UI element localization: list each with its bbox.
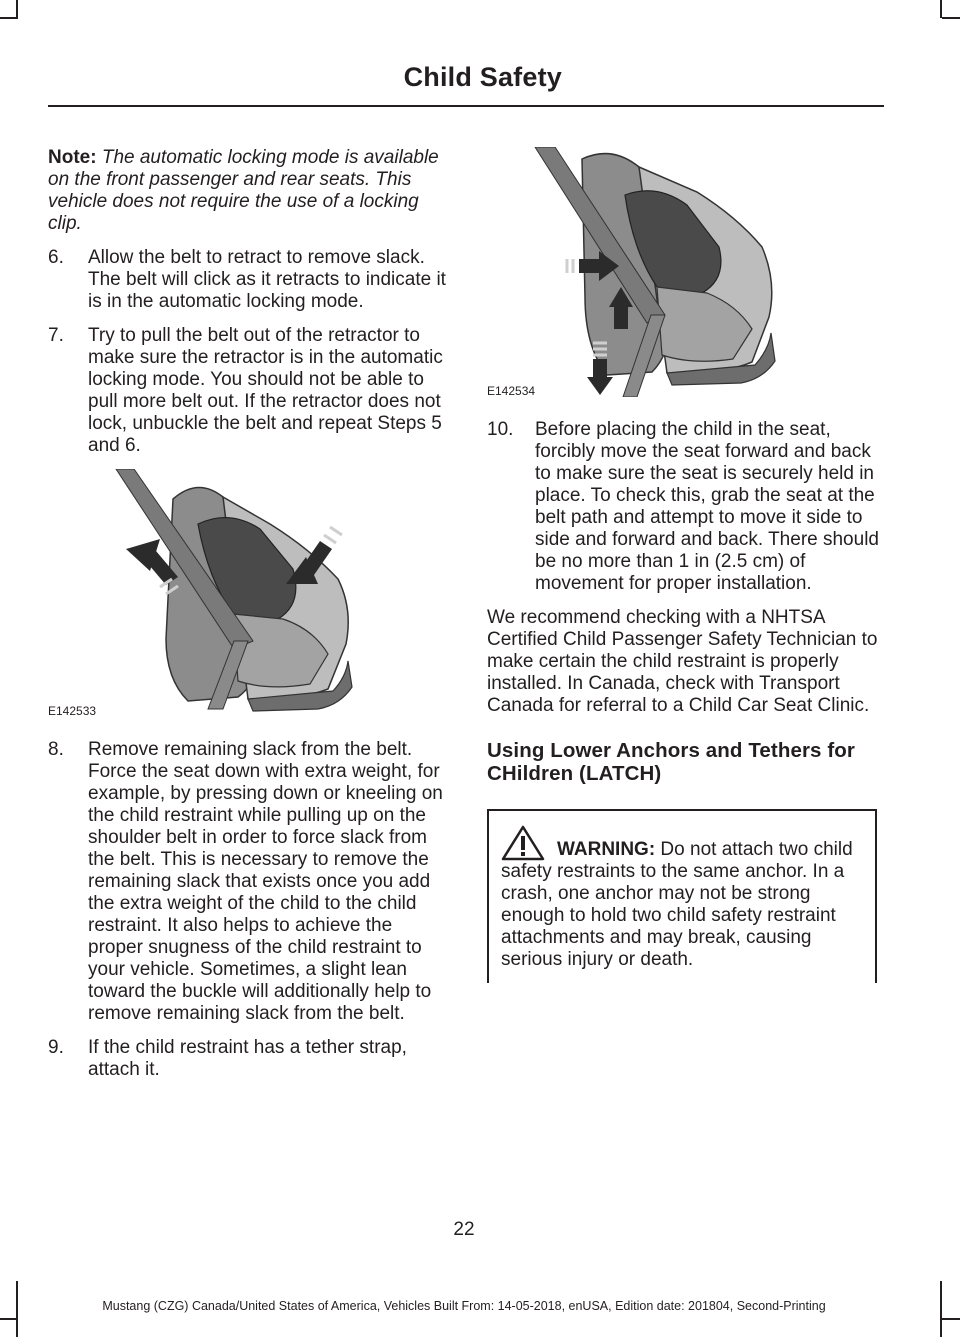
step-text: Try to pull the belt out of the retractor to make sure the retractor is in the automatic locking mode. You should not be able to pull more belt out. If the retractor does not lock, unbuckle the belt and repeat Steps 5 and 6.: [88, 325, 443, 456]
step-text: Remove remaining slack from the belt. Force the seat down with extra weight, for example, by pressing down or kneeling on the child restraint while pulling up on the shoulder belt in order to force slack from the belt. This is necessary to remove the remaining slack that exists once you add the extra weight of the child to the child restraint. It also helps to achieve the proper snugness of the child restraint to your vehicle. Sometimes, a slight lean toward the buckle will additionally help to remove remaining slack from the belt.: [88, 739, 443, 1024]
header-rule: [48, 105, 884, 107]
section-heading-latch: Using Lower Anchors and Tethers for CHildren (LATCH): [487, 739, 855, 785]
step-number: 6.: [48, 247, 64, 268]
warning-text-block: [501, 839, 863, 971]
step-number: 10.: [487, 419, 514, 440]
step-text: Before placing the child in the seat, forcibly move the seat forward and back to make sure the seat is securely held in place. To check this, grab the seat at the belt path and attempt to move it side to side and forward and back. There should be no more than 1 in (2.5 cm) of movement for proper installation.: [535, 419, 879, 594]
figure-code: E142533: [48, 704, 97, 718]
warning-triangle-icon: [501, 825, 545, 861]
step-6: [48, 247, 450, 313]
crop-mark-bottom-right-horizontal: [942, 1318, 960, 1320]
step-7: [48, 325, 450, 457]
warning-text: Do not attach two child safety restraints to the same anchor. In a crash, one anchor may not be strong enough to hold two child safety restraint attachments and may break, causing serious injury or death.: [501, 839, 853, 970]
step-text: Allow the belt to retract to remove slack. The belt will click as it retracts to indicate it is in the automatic locking mode.: [88, 247, 446, 312]
right-column: [487, 147, 882, 983]
figure-seat-belt-slack: [48, 469, 450, 717]
step-number: 7.: [48, 325, 64, 346]
crop-mark-top-left-horizontal: [0, 17, 18, 19]
page-number: 22: [453, 1219, 475, 1240]
step-number: 9.: [48, 1037, 64, 1058]
crop-mark-bottom-right-vertical: [940, 1281, 942, 1337]
note: [48, 147, 450, 235]
crop-mark-top-right-horizontal: [942, 17, 960, 19]
child-seat-illustration-1: [48, 469, 450, 717]
left-column: [48, 147, 450, 1093]
page-title: Child Safety: [403, 62, 562, 92]
figure-code: E142534: [487, 384, 536, 398]
footer: Mustang (CZG) Canada/United States of America, Vehicles Built From: 14-05-2018, enUSA, Edition date: 201804, Second-Printing: [102, 1299, 826, 1313]
step-8: [48, 739, 450, 1025]
crop-mark-top-right-vertical: [940, 0, 942, 18]
step-text: If the child restraint has a tether strap, attach it.: [88, 1037, 407, 1080]
step-number: 8.: [48, 739, 64, 760]
note-text: The automatic locking mode is available on the front passenger and rear seats. This vehicle does not require the use of a locking clip.: [48, 147, 439, 234]
child-seat-illustration-2: [487, 147, 882, 397]
warning-label: WARNING:: [557, 839, 656, 860]
crop-mark-top-left-vertical: [16, 0, 18, 18]
nhtsa-paragraph: We recommend checking with a NHTSA Certified Child Passenger Safety Technician to make certain the child restraint is properly installed. In Canada, check with Transport Canada for referral to a Child Car Seat Clinic.: [487, 607, 878, 716]
step-10: [487, 419, 882, 595]
crop-mark-bottom-left-horizontal: [0, 1318, 18, 1320]
figure-seat-movement-check: [487, 147, 882, 397]
note-label: Note:: [48, 147, 97, 168]
step-9: [48, 1037, 450, 1081]
warning-box: [487, 809, 877, 983]
